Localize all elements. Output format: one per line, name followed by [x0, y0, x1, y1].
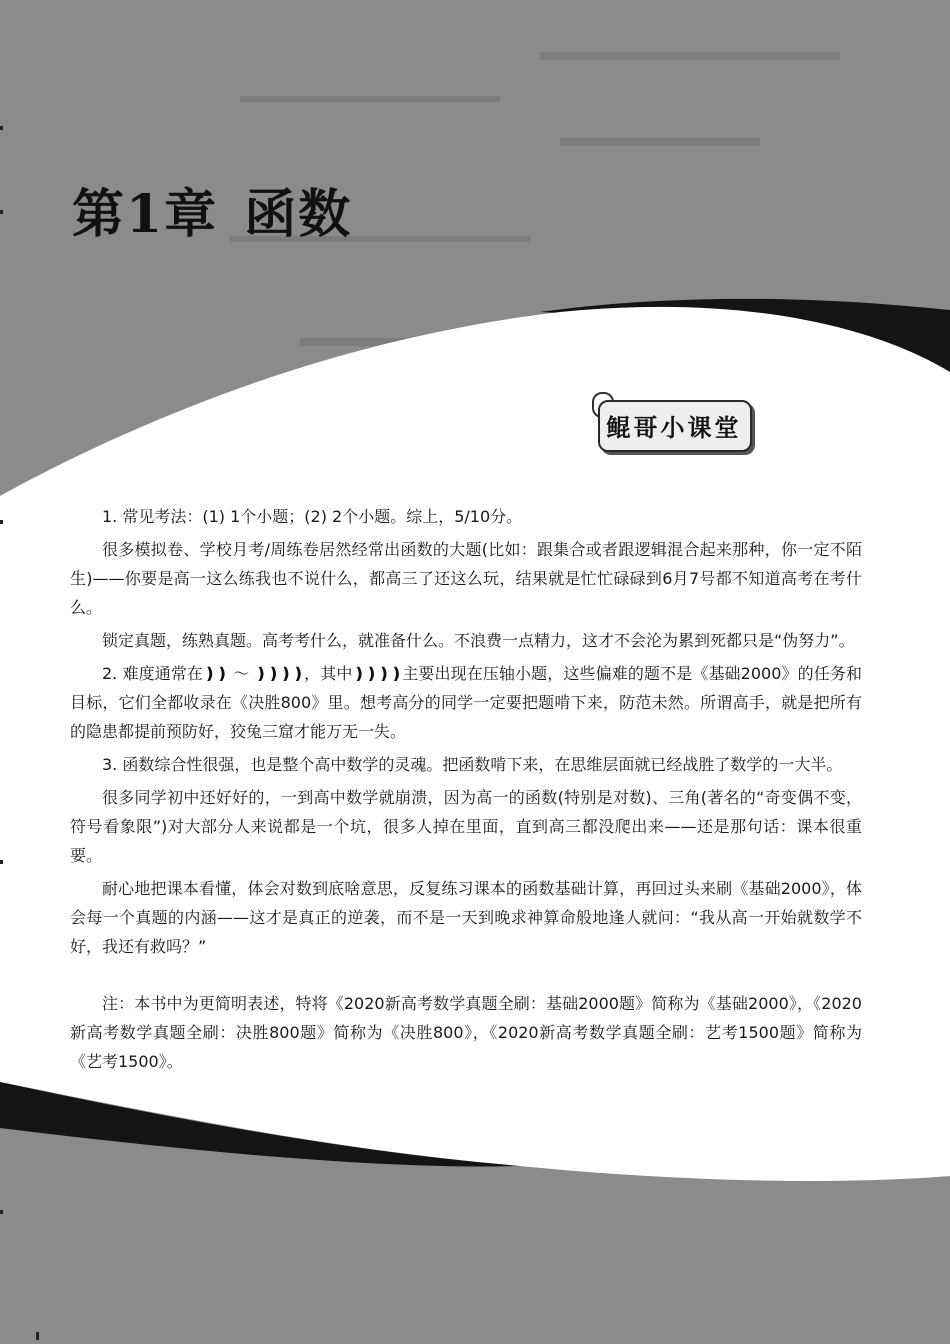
chapter-number: 第1章: [72, 184, 219, 245]
paragraph-textbook: 耐心地把课本看懂，体会对数到底啥意思，反复练习课本的函数基础计算，再回过头来刷《基础2000》，体会每一个真题的内涵——这才是真正的逆袭，而不是一天到晚求神算命般地逢人就问：“我从高一开始就数学不好，我还有救吗？”: [70, 879, 862, 956]
paragraph-difficulty: [70, 659, 862, 746]
chapter-title: [72, 172, 352, 247]
paragraph-exam-format: 1. 常见考法：(1) 1个小题；(2) 2个小题。综上，5/10分。: [102, 507, 523, 526]
mini-classroom-tag: [592, 392, 752, 452]
paragraph-function-soul: 3. 函数综合性很强，也是整个高中数学的灵魂。把函数啃下来，在思维层面就已经战胜了数学的一大半。: [102, 755, 843, 774]
paragraph-mock-exams: 很多模拟卷、学校月考/周练卷居然经常出函数的大题(比如：跟集合或者跟逻辑混合起来那种，你一定不陌生)——你要是高一这么练我也不说什么，都高三了还这么玩，结果就是忙忙碌碌到6月7号都不知道高考在考什么。: [70, 540, 862, 617]
difficulty-text-e: 主要出现在压轴小题，这些偏难的题不是《基础2000》的任务和目标，它们全都收录在《决胜800》里。想考高分的同学一定要把题啃下来，防范未然。所谓高手，就是把所有的隐患都提前预防好，狡兔三窟才能万无一失。: [70, 664, 862, 741]
paragraph-real-questions: 锁定真题，练熟真题。高考考什么，就准备什么。不浪费一点精力，这才不会沦为累到死都只是“伪努力”。: [102, 631, 855, 650]
main-text: [70, 502, 862, 1080]
difficulty-text-c: ，其中: [304, 664, 353, 683]
paragraph-note: 注：本书中为更简明表述，特将《2020新高考数学真题全刷：基础2000题》简称为《基础2000》，《2020新高考数学真题全刷：决胜800题》简称为《决胜800》，《2020新高考数学真题全刷：艺考1500题》简称为《艺考1500》。: [70, 994, 862, 1071]
difficulty-text-b: ～: [227, 664, 255, 683]
difficulty-text-a: 2. 难度通常在: [102, 664, 204, 683]
tag-label: 鲲哥小课堂: [606, 414, 742, 442]
chapter-name: 函数: [244, 184, 353, 245]
difficulty-icon-high: ❫❫❫❫: [254, 664, 305, 683]
difficulty-icon-high-2: ❫❫❫❫: [352, 664, 403, 683]
paragraph-high-school: 很多同学初中还好好的，一到高中数学就崩溃，因为高一的函数(特别是对数)、三角(著名的“奇变偶不变，符号看象限”)对大部分人来说都是一个坑，很多人掉在里面，直到高三都没爬出来——还是那句话：课本很重要。: [70, 788, 862, 865]
difficulty-icon-low: ❫❫: [203, 664, 228, 683]
